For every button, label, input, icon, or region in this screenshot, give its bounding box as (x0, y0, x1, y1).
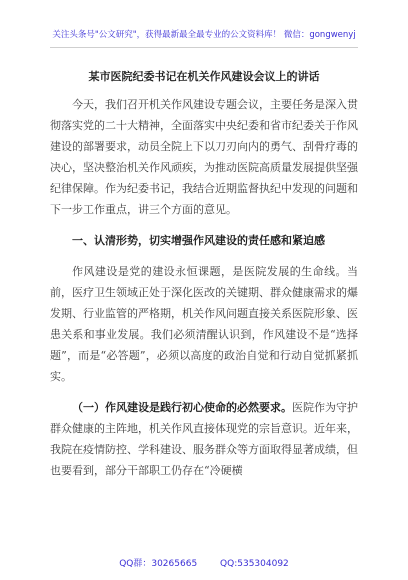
document-body (50, 94, 358, 481)
footer-qq: QQ:535304092 (220, 559, 289, 569)
subsection-paragraph (50, 397, 358, 481)
section-paragraph: 作风建设是党的建设永恒课题，是医院发展的生命线。当前，医疗卫生领域正处于深化医改的关键期、群众健康需求的爆发期、行业监管的严格期，机关作风问题直接关系医院形象、医患关系和事业发展。我们必须清醒认识到，作风建设不是“选择题”，而是“必答题”，必须以高度的政治自觉和行动自觉抓紧抓实。 (50, 265, 358, 383)
footer-qq-group: QQ群：30265665 (119, 559, 198, 569)
document-title: 某市医院纪委书记在机关作风建设会议上的讲话 (88, 70, 320, 83)
intro-paragraph: 今天，我们召开机关作风建设专题会议，主要任务是深入贯彻落实党的二十大精神，全面落实中央纪委和省市纪委关于作风建设的部署要求，动员全院上下以刀刃向内的勇气、刮骨疗毒的决心，坚决整治机关作风顽疾，为推动医院高质量发展提供坚强纪律保障。作为纪委书记，我结合近期监督执纪中发现的问题和下一步工作重点，讲三个方面的意见。 (50, 98, 358, 216)
paragraph-gap (50, 387, 358, 397)
footer-contacts (0, 556, 408, 569)
header-divider (50, 47, 358, 48)
header-notice (0, 0, 408, 50)
subsection-text: 医院作为守护群众健康的主阵地，机关作风直接体现党的宗旨意识。近年来，我院在疫情防控、学科建设、服务群众等方面取得显著成绩，但也要看到，部分干部职工仍存在“冷硬横 (50, 401, 358, 477)
subsection-heading: （一）作风建设是践行初心使命的必然要求。 (72, 401, 292, 414)
header-notice-text: 关注头条号"公文研究"，获得最新最全最专业的公文资料库！ 微信：gongwenyj (52, 30, 356, 40)
section-heading: 一、认清形势，切实增强作风建设的责任感和紧迫感 (72, 234, 325, 247)
